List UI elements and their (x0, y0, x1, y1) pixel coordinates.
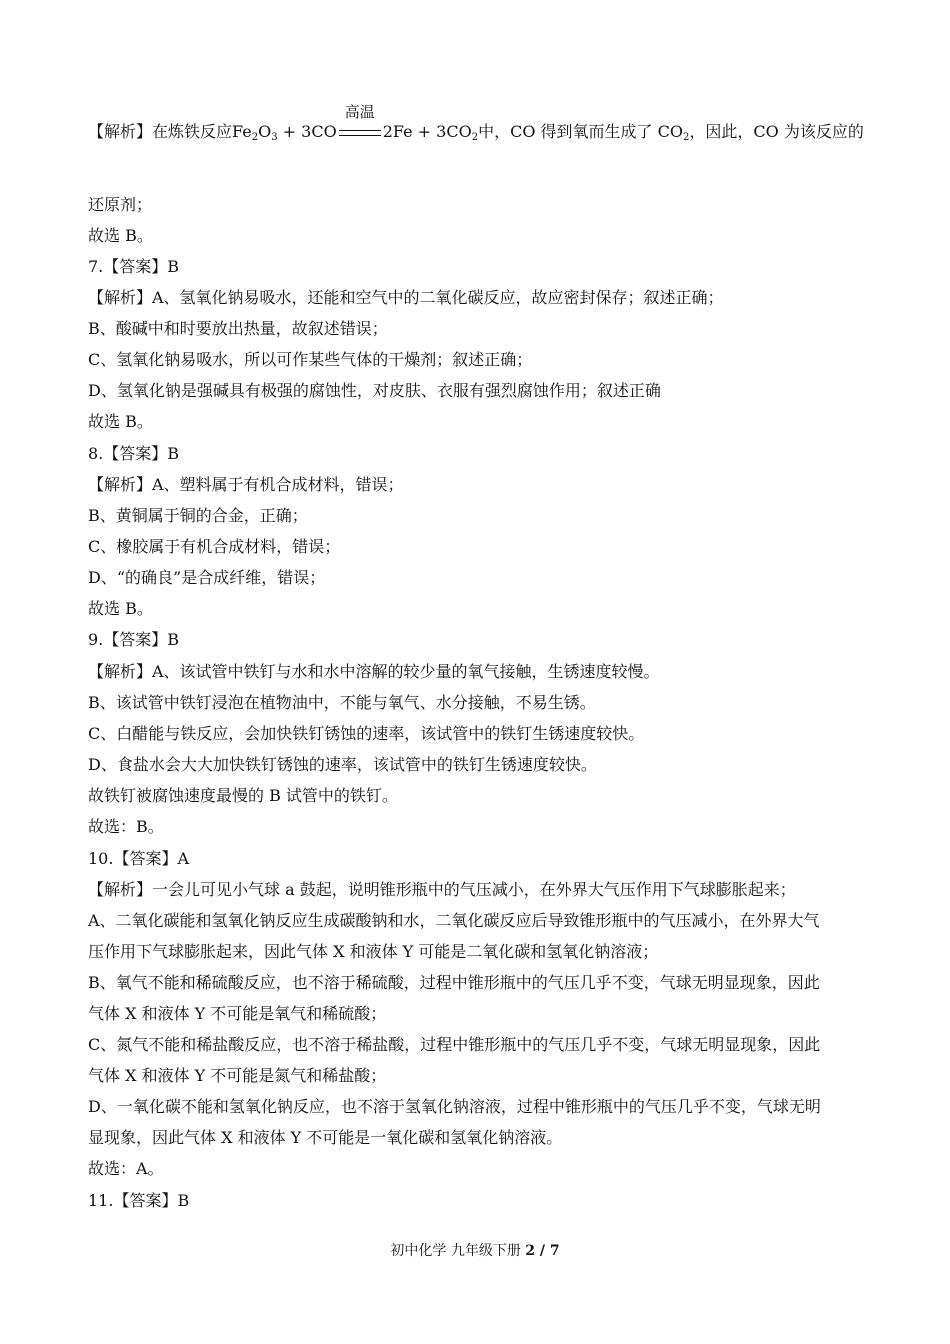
text-line: B、氧气不能和稀硫酸反应，也不溶于稀硫酸，过程中锥形瓶中的气压几乎不变，气球无明显现象，因此 (88, 973, 820, 992)
text-line: D、氢氧化钠是强碱具有极强的腐蚀性，对皮肤、衣服有强烈腐蚀作用；叙述正确 (88, 381, 661, 400)
text-line: C、氢氧化钠易吸水，所以可作某些气体的干燥剂；叙述正确； (88, 350, 533, 369)
text-line: C、氮气不能和稀盐酸反应，也不溶于稀盐酸，过程中锥形瓶中的气压几乎不变，气球无明显现象，因此 (88, 1035, 821, 1054)
reaction-condition-text: 高温 (344, 103, 375, 121)
text-line: 还原剂； (88, 195, 153, 214)
text-line: A、二氧化碳能和氢氧化钠反应生成碳酸钠和水，二氧化碳反应后导致锥形瓶中的气压减小，在外界大气 (88, 911, 820, 930)
text-line: 11.【答案】B (88, 1191, 190, 1210)
text-line: B、酸碱中和时要放出热量，故叙述错误； (88, 319, 388, 338)
footer-text: 初中化学 九年级下册 (390, 1243, 526, 1259)
text-line: 7.【答案】B (88, 257, 180, 276)
equation-line: 【解析】在炼铁反应$Fe_2O_3 + 3CO$ 高温 $2Fe + 3CO_2$中，CO 得到氧而生成了 $CO_2$，因此，CO 为该反应的 (88, 103, 864, 143)
equation-prefix: 【解析】在炼铁反应 (88, 122, 233, 141)
text-line: 【解析】一会儿可见小气球 a 鼓起，说明锥形瓶中的气压减小，在外界大气压作用下气球膨胀起来； (88, 880, 796, 899)
text-line: 显现象，因此气体 X 和液体 Y 不可能是一氧化碳和氢氧化钠溶液。 (88, 1128, 563, 1147)
text-line: B、该试管中铁钉浸泡在植物油中，不能与氧气、水分接触，不易生锈。 (88, 693, 596, 712)
text-line: 故选：B。 (88, 817, 164, 836)
reaction-condition (337, 103, 383, 142)
text-line: D、“的确良”是合成纤维，错误； (88, 568, 326, 587)
text-line: 9.【答案】B (88, 630, 180, 649)
text-line: 气体 X 和液体 Y 不可能是氮气和稀盐酸； (88, 1066, 387, 1085)
text-line: 气体 X 和液体 Y 不可能是氧气和稀硫酸； (88, 1004, 387, 1023)
text-line: 8.【答案】B (88, 444, 180, 463)
text-line: 10.【答案】A (88, 849, 190, 868)
text-line: 故选 B。 (88, 412, 153, 431)
page-number: 2 / 7 (525, 1243, 560, 1259)
text-line: C、橡胶属于有机合成材料，错误； (88, 537, 341, 556)
text-line: B、黄铜属于铜的合金，正确； (88, 506, 308, 525)
text-line: 故选：A。 (88, 1159, 164, 1178)
text-line: 故选 B。 (88, 226, 153, 245)
text-line: D、一氧化碳不能和氢氧化钠反应，也不溶于氢氧化钠溶液，过程中锥形瓶中的气压几乎不变，气球无明 (88, 1097, 821, 1116)
text-line: 压作用下气球膨胀起来，因此气体 X 和液体 Y 可能是二氧化碳和氢氧化钠溶液； (88, 942, 659, 961)
text-line: 故铁钉被腐蚀速度最慢的 B 试管中的铁钉。 (88, 786, 398, 805)
text-line: 【解析】A、该试管中铁钉与水和水中溶解的较少量的氧气接触，生锈速度较慢。 (88, 662, 660, 681)
text-line: 【解析】A、塑料属于有机合成材料，错误； (88, 475, 404, 494)
text-line: D、食盐水会大大加快铁钉锈蚀的速率，该试管中的铁钉生锈速度较快。 (88, 755, 597, 774)
equals-sign (339, 130, 381, 136)
page-footer (0, 1240, 950, 1260)
text-line: 【解析】A、氢氧化钠易吸水，还能和空气中的二氧化碳反应，故应密封保存；叙述正确； (88, 288, 724, 307)
text-line: C、白醋能与铁反应，会加快铁钉锈蚀的速率，该试管中的铁钉生锈速度较快。 (88, 724, 645, 743)
text-line: 故选 B。 (88, 599, 153, 618)
